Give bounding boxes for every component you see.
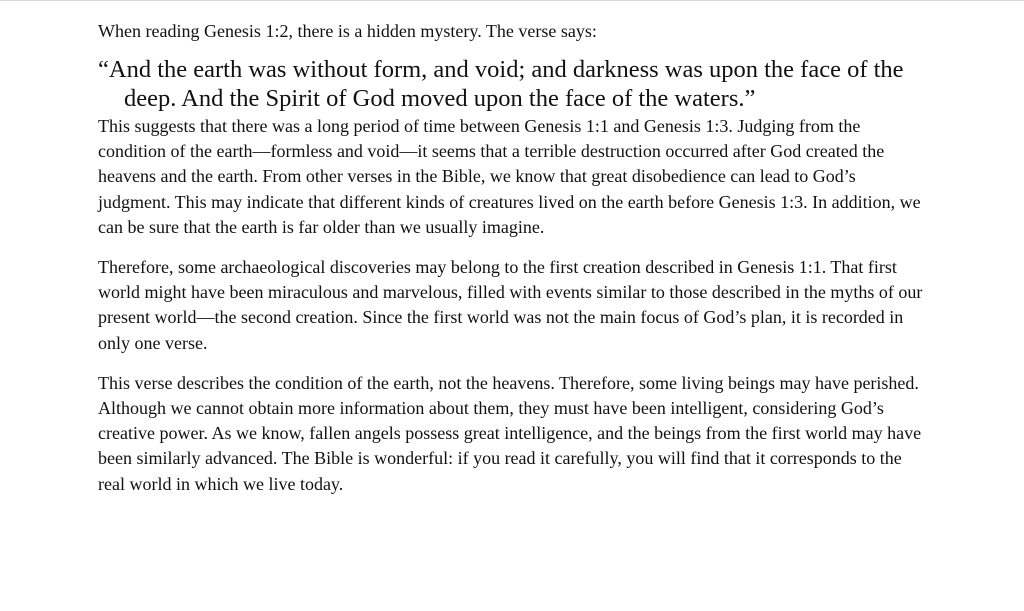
paragraph-1: This suggests that there was a long period of time between Genesis 1:1 and Genesis 1:3. Judging from the condition of the earth—formless and void—it seems that a terrible destruction occurred after God created the heavens and the earth. From other verses in the Bible, we know that great disobedience can lead to God’s judgment. This may indicate that different kinds of creatures lived on the earth before Genesis 1:3. In addition, we can be sure that the earth is far older than we usually imagine.: [98, 116, 921, 237]
top-divider: [0, 0, 1024, 1]
paragraph-3: This verse describes the condition of the earth, not the heavens. Therefore, some living beings may have perished. Although we cannot obtain more information about them, they must have been intelligent, considering God’s creative power. As we know, fallen angels possess great intelligence, and the beings from the first world may have been similarly advanced. The Bible is wonderful: if you read it carefully, you will find that it corresponds to the real world in which we live today.: [98, 372, 922, 494]
scripture-quote: “And the earth was without form, and void; and darkness was upon the face of the deep. And the Spirit of God moved upon the face of the waters.”: [98, 56, 904, 112]
document-body: [98, 19, 928, 497]
paragraph-2: Therefore, some archaeological discoveries may belong to the first creation described in Genesis 1:1. That first world might have been miraculous and marvelous, filled with events similar to those described in the myths of our present world—the second creation. Since the first world was not the main focus of God’s plan, it is recorded in only one verse.: [98, 257, 923, 353]
intro-sentence: When reading Genesis 1:2, there is a hidden mystery. The verse says:: [98, 21, 597, 41]
